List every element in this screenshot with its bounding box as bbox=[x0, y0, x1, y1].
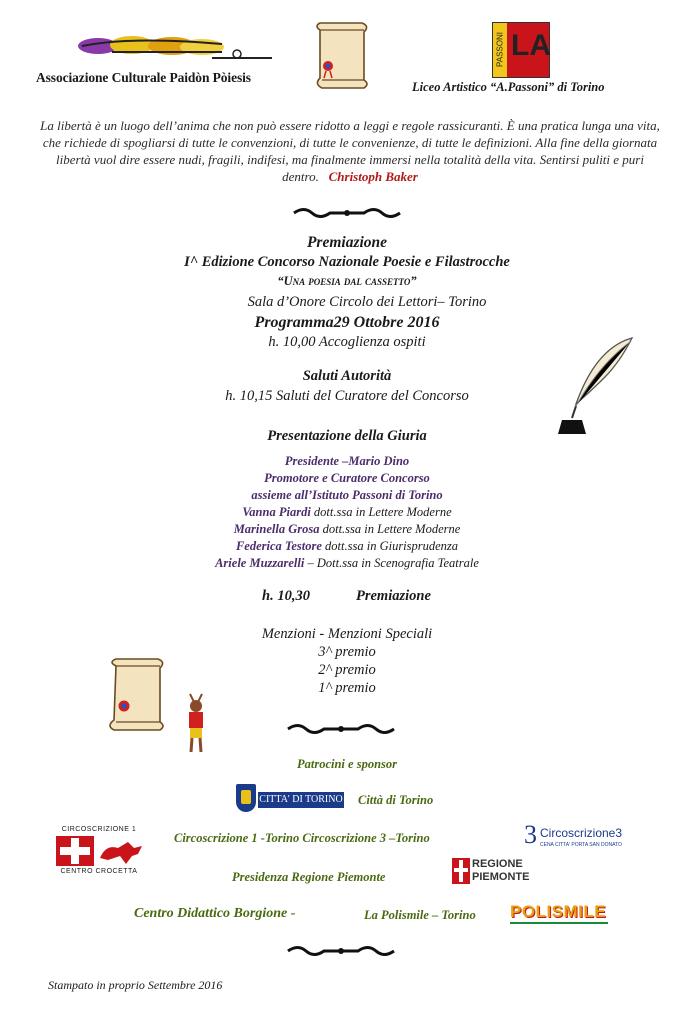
ornament-divider bbox=[290, 204, 404, 222]
jury-member: Marinella Grosa dott.ssa in Lettere Moderne bbox=[233, 522, 461, 536]
scroll-icon bbox=[100, 656, 174, 734]
event-title: Premiazione bbox=[306, 234, 388, 251]
ornament-divider bbox=[284, 942, 398, 960]
torino-city-logo: CITTA' DI TORINO bbox=[236, 784, 346, 814]
jury-promoter: Promotore e Curatore Concorso bbox=[264, 471, 430, 485]
jury-member: Ariele Muzzarelli – Dott.ssa in Scenografia Teatrale bbox=[215, 556, 479, 570]
jury-title: Presentazione della Giuria bbox=[267, 428, 427, 444]
liceo-name: Liceo Artistico “A.Passoni” di Torino bbox=[412, 80, 605, 94]
child-icon bbox=[180, 690, 212, 754]
ornament-divider bbox=[284, 720, 398, 738]
association-logo bbox=[72, 32, 272, 66]
first-prize: 1^ premio bbox=[318, 680, 376, 696]
polismile-logo: POLISMILE bbox=[510, 900, 610, 926]
association-name: Associazione Culturale Paidòn Pòiesis bbox=[36, 70, 251, 85]
polismile-name: La Polismile – Torino bbox=[364, 908, 476, 922]
quill-icon bbox=[556, 334, 640, 436]
mentions: Menzioni - Menzioni Speciali bbox=[261, 626, 433, 642]
sponsors-title: Patrocini e sponsor bbox=[296, 757, 397, 771]
quote-block bbox=[40, 117, 660, 185]
event-edition: I^ Edizione Concorso Nazionale Poesie e Filastrocche bbox=[184, 254, 510, 270]
jury-member: Vanna Piardi dott.ssa in Lettere Moderne bbox=[242, 505, 452, 519]
event-name: “Una poesia dal cassetto” bbox=[277, 274, 417, 288]
greetings-title: Saluti Autorità bbox=[302, 368, 392, 384]
liceo-logo: PASSONI LA bbox=[492, 22, 550, 78]
program-date: Programma29 Ottobre 2016 bbox=[254, 314, 440, 331]
third-prize: 3^ premio bbox=[318, 644, 376, 660]
greetings-time: h. 10,15 Saluti del Curatore del Concorso bbox=[225, 388, 469, 404]
city-name: Città di Torino bbox=[358, 793, 434, 807]
printed-note: Stampato in proprio Settembre 2016 bbox=[48, 978, 223, 992]
quote-text: La libertà è un luogo dell’anima che non può essere ridotto a leggi e regole rassicuranti. È una pratica lunga una vita, che richiede di spogliarsi di tutte le convenzioni, di tutte le convenienze, di tutte le definizioni. Alla fine della giornata libertà vuol dire essere nudi, fragili, indifesi, ma finalmente immersi nella totalità della vita. Sentirsi puliti e puri dentro. bbox=[40, 118, 660, 184]
jury-with: assieme all’Istituto Passoni di Torino bbox=[251, 488, 443, 502]
awards-label: Premiazione bbox=[356, 588, 431, 604]
region-presidency: Presidenza Regione Piemonte bbox=[232, 870, 386, 884]
scroll-icon bbox=[306, 20, 378, 92]
circoscrizione-3-logo: 3 Circoscrizione3 CENA CITTA' PORTA SAN DONATO bbox=[524, 820, 623, 849]
awards-time: h. 10,30 bbox=[262, 588, 310, 604]
borgione: Centro Didattico Borgione - bbox=[134, 906, 296, 921]
circoscrizione-1-logo: CIRCOSCRIZIONE 1 CENTRO CROCETTA bbox=[50, 826, 148, 878]
jury-member: Federica Testore dott.ssa in Giurisprudenza bbox=[235, 539, 459, 553]
jury-president: Presidente –Mario Dino bbox=[284, 454, 410, 468]
second-prize: 2^ premio bbox=[318, 662, 376, 678]
circoscrizioni-line: Circoscrizione 1 -Torino Circoscrizione 3 –Torino bbox=[174, 831, 430, 845]
event-venue: Sala d’Onore Circolo dei Lettori– Torino bbox=[247, 294, 487, 310]
quote-author: Christoph Baker bbox=[328, 169, 418, 184]
welcome-time: h. 10,00 Accoglienza ospiti bbox=[268, 334, 426, 350]
regione-piemonte-logo: REGIONE PIEMONTE bbox=[452, 858, 522, 888]
